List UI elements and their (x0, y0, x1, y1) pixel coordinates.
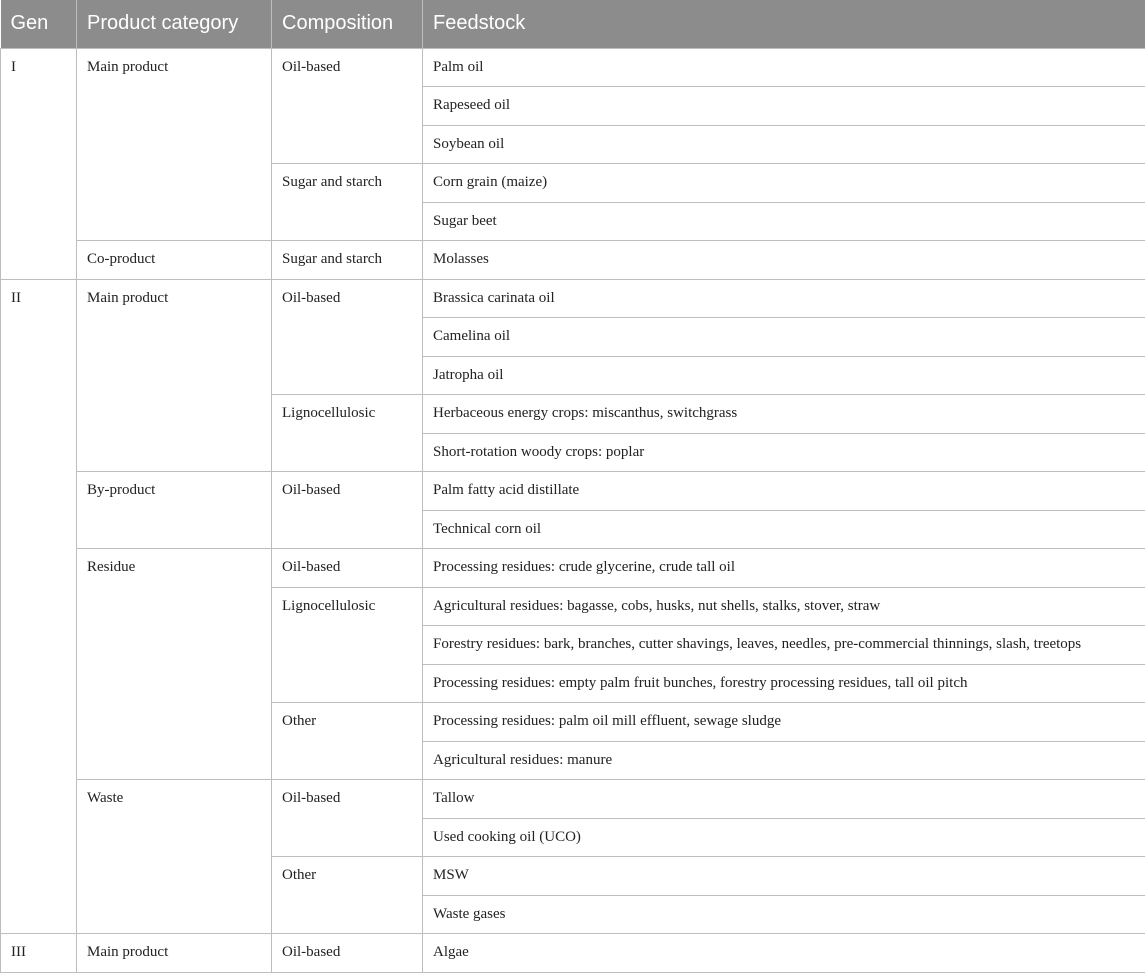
header-feedstock: Feedstock (423, 0, 1145, 48)
table-row (1, 549, 1145, 588)
table-row (1, 472, 1145, 511)
composition-cell: Sugar and starch (272, 164, 423, 241)
feedstock-cell: Palm oil (423, 48, 1145, 87)
gen-cell: III (1, 934, 77, 973)
feedstock-cell: Brassica carinata oil (423, 279, 1145, 318)
feedstock-cell: Processing residues: palm oil mill effluent, sewage sludge (423, 703, 1145, 742)
category-cell: Residue (77, 549, 272, 780)
category-cell: Main product (77, 279, 272, 472)
feedstock-cell: Technical corn oil (423, 510, 1145, 549)
composition-cell: Lignocellulosic (272, 587, 423, 703)
composition-cell: Oil-based (272, 549, 423, 588)
composition-cell: Other (272, 703, 423, 780)
composition-cell: Other (272, 857, 423, 934)
gen-cell: II (1, 279, 77, 934)
header-composition: Composition (272, 0, 423, 48)
feedstock-cell: Agricultural residues: manure (423, 741, 1145, 780)
composition-cell: Lignocellulosic (272, 395, 423, 472)
composition-cell: Oil-based (272, 780, 423, 857)
category-cell: Waste (77, 780, 272, 934)
table-header (1, 0, 1145, 48)
table-body (1, 48, 1145, 972)
feedstock-cell: Short-rotation woody crops: poplar (423, 433, 1145, 472)
feedstock-cell: Corn grain (maize) (423, 164, 1145, 203)
feedstock-cell: Processing residues: crude glycerine, crude tall oil (423, 549, 1145, 588)
feedstock-cell: Rapeseed oil (423, 87, 1145, 126)
table-row (1, 279, 1145, 318)
header-gen: Gen (1, 0, 77, 48)
table-row (1, 934, 1145, 973)
composition-cell: Oil-based (272, 472, 423, 549)
feedstock-cell: Jatropha oil (423, 356, 1145, 395)
feedstock-cell: Palm fatty acid distillate (423, 472, 1145, 511)
feedstock-cell: Used cooking oil (UCO) (423, 818, 1145, 857)
composition-cell: Oil-based (272, 934, 423, 973)
feedstock-cell: Camelina oil (423, 318, 1145, 357)
composition-cell: Oil-based (272, 48, 423, 164)
feedstock-cell: Sugar beet (423, 202, 1145, 241)
feedstock-cell: Molasses (423, 241, 1145, 280)
gen-cell: I (1, 48, 77, 279)
feedstock-cell: Tallow (423, 780, 1145, 819)
header-product-category: Product category (77, 0, 272, 48)
composition-cell: Sugar and starch (272, 241, 423, 280)
category-cell: Co-product (77, 241, 272, 280)
feedstock-cell: Algae (423, 934, 1145, 973)
feedstock-cell: Processing residues: empty palm fruit bunches, forestry processing residues, tall oil pitch (423, 664, 1145, 703)
feedstock-cell: Herbaceous energy crops: miscanthus, switchgrass (423, 395, 1145, 434)
feedstock-cell: Waste gases (423, 895, 1145, 934)
category-cell: Main product (77, 48, 272, 241)
feedstock-cell: Soybean oil (423, 125, 1145, 164)
feedstock-cell: MSW (423, 857, 1145, 896)
table-row (1, 48, 1145, 87)
composition-cell: Oil-based (272, 279, 423, 395)
feedstock-cell: Forestry residues: bark, branches, cutter shavings, leaves, needles, pre-commercial thinnings, slash, treetops (423, 626, 1145, 665)
header-row (1, 0, 1145, 48)
category-cell: By-product (77, 472, 272, 549)
feedstock-cell: Agricultural residues: bagasse, cobs, husks, nut shells, stalks, stover, straw (423, 587, 1145, 626)
table-row (1, 241, 1145, 280)
table-row (1, 780, 1145, 819)
category-cell: Main product (77, 934, 272, 973)
